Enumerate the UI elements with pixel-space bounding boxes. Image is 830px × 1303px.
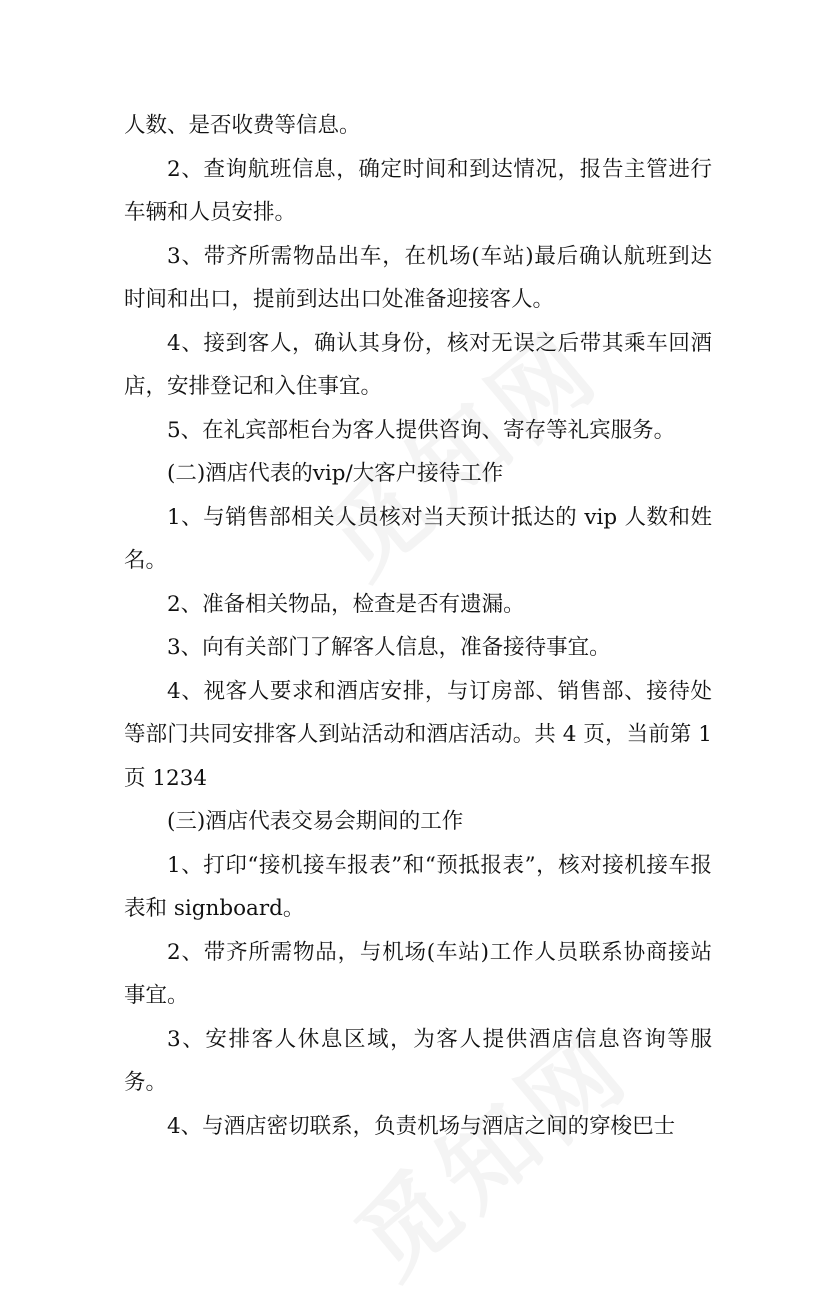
paragraph: 2、准备相关物品，检查是否有遗漏。 (167, 591, 525, 617)
paragraph: 3、安排客人休息区域，为客人提供酒店信息咨询等服务。 (124, 1026, 712, 1095)
paragraph: 4、与酒店密切联系，负责机场与酒店之间的穿梭巴士 (167, 1113, 676, 1139)
paragraph: 3、带齐所需物品出车，在机场(车站)最后确认航班到达时间和出口，提前到达出口处准备迎接客人。 (124, 243, 712, 312)
paragraph: 2、带齐所需物品，与机场(车站)工作人员联系协商接站事宜。 (124, 939, 712, 1008)
section-heading: (三)酒店代表交易会期间的工作 (167, 809, 464, 834)
paragraph: 4、接到客人，确认其身份，核对无误之后带其乘车回酒店，安排登记和入住事宜。 (124, 330, 712, 399)
paragraph: 4、视客人要求和酒店安排，与订房部、销售部、接待处等部门共同安排客人到站活动和酒店活动。共 4 页，当前第 1 页 1234 (124, 678, 712, 791)
paragraph: 人数、是否收费等信息。 (124, 113, 361, 138)
paragraph: 3、向有关部门了解客人信息，准备接待事宜。 (167, 635, 611, 660)
paragraph: 1、与销售部相关人员核对当天预计抵达的 vip 人数和姓名。 (124, 504, 712, 573)
paragraph: 1、打印“接机接车报表”和“预抵报表”，核对接机接车报表和 signboard。 (124, 852, 712, 921)
document-body (124, 104, 712, 1148)
paragraph: 5、在礼宾部柜台为客人提供咨询、寄存等礼宾服务。 (167, 417, 676, 443)
paragraph: 2、查询航班信息，确定时间和到达情况，报告主管进行车辆和人员安排。 (124, 156, 712, 225)
section-heading: (二)酒店代表的vip/大客户接待工作 (167, 461, 504, 486)
